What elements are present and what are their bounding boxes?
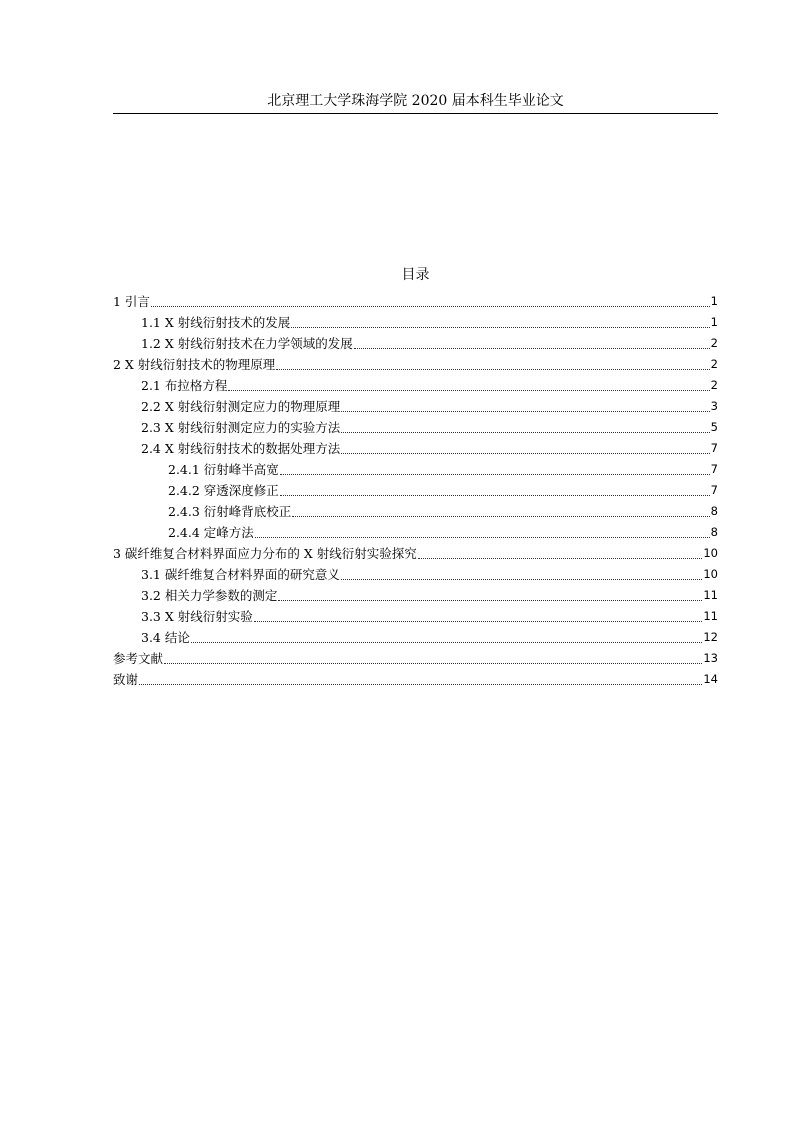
- toc-entry-label: 2.3 X 射线衍射测定应力的实验方法: [141, 420, 341, 435]
- toc-entry[interactable]: [113, 310, 718, 331]
- toc-entry-label: 1.2 X 射线衍射技术在力学领域的发展: [141, 336, 353, 351]
- toc-entry[interactable]: [113, 499, 718, 520]
- toc-entry-label: 2.2 X 射线衍射测定应力的物理原理: [141, 399, 341, 414]
- toc-entry[interactable]: [113, 562, 718, 583]
- toc-entry-page: 11: [703, 588, 718, 602]
- toc-entry[interactable]: [113, 520, 718, 541]
- dot-leader: [354, 348, 710, 349]
- dot-leader: [341, 432, 709, 433]
- toc-entry-page: 14: [703, 672, 718, 686]
- toc-entry-page: 12: [703, 630, 718, 644]
- toc-entry-page: 11: [703, 609, 718, 623]
- toc-entry[interactable]: [113, 331, 718, 352]
- toc-entry-page: 2: [710, 378, 718, 392]
- toc-entry[interactable]: [113, 436, 718, 457]
- toc-entry-label: 2.4 X 射线衍射技术的数据处理方法: [141, 441, 341, 456]
- dot-leader: [278, 600, 702, 601]
- dot-leader: [276, 369, 709, 370]
- toc-entry-label: 3.2 相关力学参数的测定: [141, 588, 278, 603]
- toc-entry[interactable]: [113, 478, 718, 499]
- toc-entry-label: 参考文献: [113, 651, 164, 666]
- toc-entry[interactable]: [113, 457, 718, 478]
- toc-entry[interactable]: [113, 289, 718, 310]
- dot-leader: [255, 537, 710, 538]
- dot-leader: [341, 453, 709, 454]
- dot-leader: [228, 390, 709, 391]
- toc-entry[interactable]: [113, 373, 718, 394]
- toc-entry[interactable]: [113, 394, 718, 415]
- toc-entry-page: 2: [710, 357, 718, 371]
- toc-title: 目录: [401, 267, 430, 283]
- toc-entry-label: 2.4.4 定峰方法: [168, 525, 254, 540]
- toc-entry[interactable]: [113, 541, 718, 562]
- dot-leader: [151, 306, 710, 307]
- toc-entry-page: 7: [710, 483, 718, 497]
- dot-leader: [164, 663, 702, 664]
- toc-entry[interactable]: [113, 352, 718, 373]
- table-of-contents: [113, 289, 718, 688]
- toc-entry-page: 3: [710, 399, 718, 413]
- dot-leader: [254, 621, 703, 622]
- dot-leader: [191, 642, 703, 643]
- toc-entry-label: 2.1 布拉格方程: [141, 378, 228, 393]
- header-rule: [113, 113, 718, 114]
- page-header: 北京理工大学珠海学院 2020 届本科生毕业论文: [267, 93, 564, 109]
- toc-entry-page: 2: [710, 336, 718, 350]
- toc-entry-page: 10: [703, 546, 718, 560]
- toc-entry[interactable]: [113, 604, 718, 625]
- dot-leader: [418, 558, 703, 559]
- toc-entry-label: 致谢: [113, 672, 139, 687]
- toc-entry-label: 3.4 结论: [141, 630, 190, 645]
- toc-entry-label: 2.4.3 衍射峰背底校正: [168, 504, 292, 519]
- toc-entry[interactable]: [113, 415, 718, 436]
- toc-entry-page: 8: [710, 525, 718, 539]
- toc-entry-page: 8: [710, 504, 718, 518]
- toc-entry-page: 5: [710, 420, 718, 434]
- toc-entry-label: 1 引言: [113, 294, 150, 309]
- dot-leader: [292, 516, 709, 517]
- toc-entry[interactable]: [113, 646, 718, 667]
- dot-leader: [280, 474, 710, 475]
- toc-entry-page: 13: [703, 651, 718, 665]
- dot-leader: [341, 411, 709, 412]
- toc-entry-label: 2 X 射线衍射技术的物理原理: [113, 357, 276, 372]
- toc-entry-page: 1: [710, 294, 718, 308]
- dot-leader: [280, 495, 710, 496]
- dot-leader: [291, 327, 709, 328]
- toc-entry-label: 3.3 X 射线衍射实验: [141, 609, 253, 624]
- toc-entry-label: 3.1 碳纤维复合材料界面的研究意义: [141, 567, 340, 582]
- toc-entry-page: 1: [710, 315, 718, 329]
- toc-entry-page: 7: [710, 462, 718, 476]
- toc-entry-label: 2.4.2 穿透深度修正: [168, 483, 279, 498]
- toc-entry[interactable]: [113, 583, 718, 604]
- toc-entry-page: 7: [710, 441, 718, 455]
- toc-entry-page: 10: [703, 567, 718, 581]
- dot-leader: [139, 684, 702, 685]
- toc-entry[interactable]: [113, 667, 718, 688]
- toc-entry-label: 2.4.1 衍射峰半高宽: [168, 462, 279, 477]
- toc-entry-label: 1.1 X 射线衍射技术的发展: [141, 315, 291, 330]
- toc-entry-label: 3 碳纤维复合材料界面应力分布的 X 射线衍射实验探究: [113, 546, 417, 561]
- toc-entry[interactable]: [113, 625, 718, 646]
- dot-leader: [341, 579, 703, 580]
